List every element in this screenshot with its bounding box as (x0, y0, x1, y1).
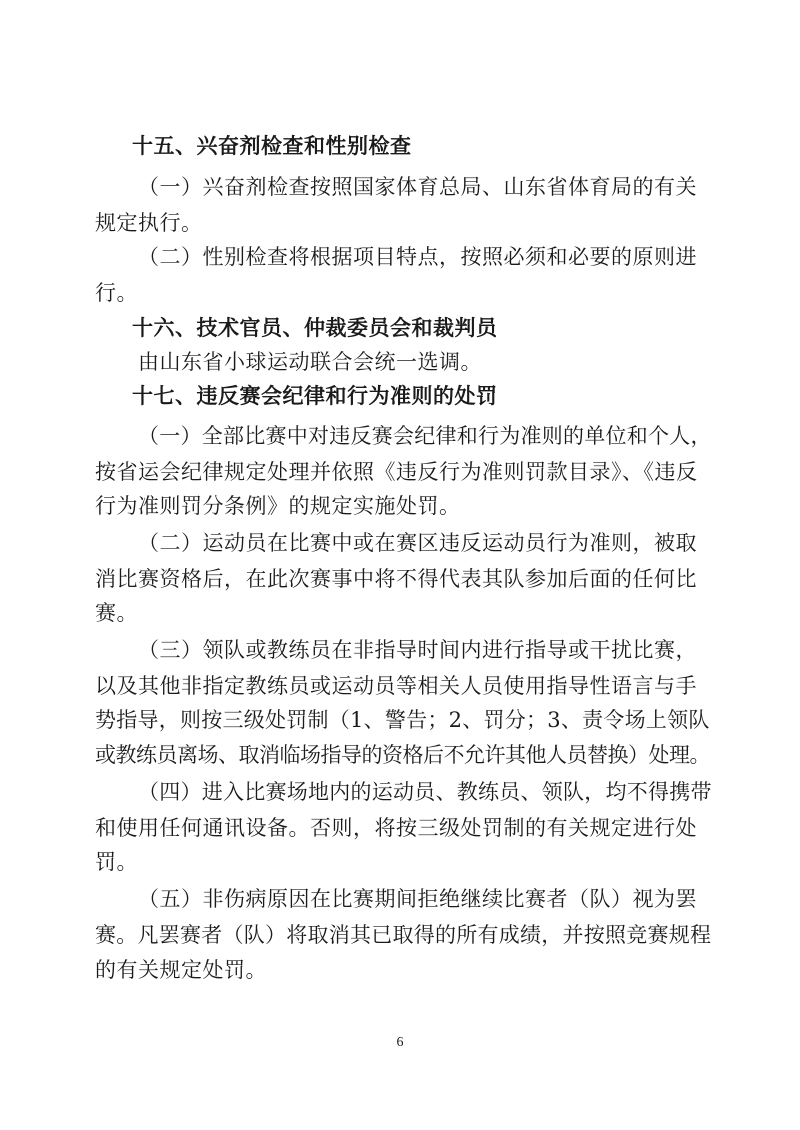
section-17-para-2-line-2: 消比赛资格后，在此次赛事中将不得代表其队参加后面的任何比 (95, 567, 697, 591)
section-15-para-2-line-1: （二）性别检查将根据项目特点，按照必须和必要的原则进 (138, 245, 697, 269)
section-17-heading: 十七、违反赛会纪律和行为准则的处罚 (132, 384, 498, 408)
section-17-para-4-line-1: （四）进入比赛场地内的运动员、教练员、领队，均不得携带 (138, 780, 712, 804)
section-17-para-3-line-2: 以及其他非指定教练员或运动员等相关人员使用指导性语言与手 (95, 674, 697, 698)
section-17-para-2-line-1: （二）运动员在比赛中或在赛区违反运动员行为准则，被取 (138, 531, 697, 555)
section-16-para-1-line-1: 由山东省小球运动联合会统一选调。 (138, 350, 482, 374)
section-16-heading: 十六、技术官员、仲裁委员会和裁判员 (132, 316, 498, 340)
section-15-para-1-line-1: （一）兴奋剂检查按照国家体育总局、山东省体育局的有关 (138, 175, 697, 199)
section-17-para-5-line-3: 的有关规定处罚。 (95, 958, 267, 982)
section-17-para-1-line-3: 行为准则罚分条例》的规定实施处罚。 (95, 494, 461, 518)
section-17-para-5-line-2: 赛。凡罢赛者（队）将取消其已取得的所有成绩，并按照竞赛规程 (95, 923, 712, 947)
section-17-para-5-line-1: （五）非伤病原因在比赛期间拒绝继续比赛者（队）视为罢 (138, 887, 697, 911)
page-number: 6 (396, 1035, 404, 1050)
section-17-para-4-line-3: 罚。 (95, 850, 138, 874)
section-15-heading: 十五、兴奋剂检查和性别检查 (132, 134, 412, 158)
section-17-para-2-line-3: 赛。 (95, 601, 138, 625)
section-15-para-2-line-2: 行。 (95, 281, 138, 305)
section-17-para-1-line-2: 按省运会纪律规定处理并依照《违反行为准则罚款目录》、《违反 (95, 460, 698, 484)
section-17-para-3-line-3: 势指导，则按三级处罚制（1、警告；2、罚分；3、责令场上领队 (95, 708, 710, 732)
section-17-para-3-line-1: （三）领队或教练员在非指导时间内进行指导或干扰比赛， (138, 638, 697, 662)
section-17-para-1-line-1: （一）全部比赛中对违反赛会纪律和行为准则的单位和个人， (138, 424, 712, 448)
section-17-para-3-line-4: 或教练员离场、取消临场指导的资格后不允许其他人员替换）处理。 (95, 743, 710, 767)
section-17-para-4-line-2: 和使用任何通讯设备。否则，将按三级处罚制的有关规定进行处 (95, 816, 697, 840)
section-15-para-1-line-2: 规定执行。 (95, 211, 203, 235)
